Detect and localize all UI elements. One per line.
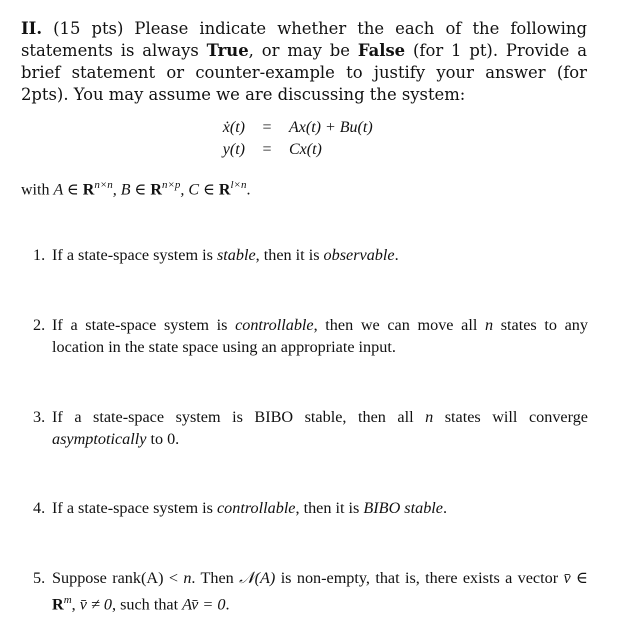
statement-number: 2. xyxy=(33,316,46,334)
statement-text xyxy=(52,314,588,358)
output-equation xyxy=(200,139,460,161)
text: states will converge xyxy=(433,408,588,426)
statement-2 xyxy=(33,314,588,358)
math-nonzero: v̄ ≠ 0 xyxy=(79,595,113,614)
problem-points: (15 pts) xyxy=(53,19,124,38)
matrix-c-sup: l×n xyxy=(230,179,247,191)
text: If a state-space system is xyxy=(52,246,217,264)
state-equation xyxy=(200,117,460,139)
text: , xyxy=(71,595,80,614)
statement-5 xyxy=(33,567,588,615)
text: states to any location in the state space using an appropriate input. xyxy=(52,316,588,356)
text: If a state-space system is BIBO stable, then all xyxy=(52,408,426,426)
text: is non-empty, that is, there exists a vector xyxy=(275,569,564,587)
math-n: n xyxy=(484,316,494,334)
reals-m: R xyxy=(52,595,64,614)
text: . xyxy=(394,246,399,264)
statement-1 xyxy=(33,244,588,266)
statement-text xyxy=(52,497,588,519)
statement-text xyxy=(52,244,588,266)
emphasis: BIBO stable xyxy=(363,499,443,517)
text: , then it is xyxy=(255,246,324,264)
matrix-b-dim: , B ∈ xyxy=(112,181,151,199)
statement-text xyxy=(52,567,588,615)
state-eq-rhs: Ax(t) + Bu(t) xyxy=(289,119,373,136)
text: , then we can move all xyxy=(313,316,485,334)
emphasis: controllable xyxy=(235,316,314,334)
output-eq-rhs: Cx(t) xyxy=(289,141,322,158)
text: If a state-space system is xyxy=(52,499,217,517)
text: . xyxy=(225,595,230,614)
math-n: n xyxy=(425,408,434,426)
matrix-c-dim: , C ∈ xyxy=(180,181,219,199)
matrix-a-sup: n×n xyxy=(94,179,113,191)
state-space-equations xyxy=(200,117,460,161)
text: . Then xyxy=(191,569,240,587)
statement-4 xyxy=(33,497,588,519)
text: If a state-space system is xyxy=(52,316,236,334)
statement-3 xyxy=(33,406,588,450)
with-end: . xyxy=(246,181,251,199)
text: , then it is xyxy=(295,499,364,517)
problem-number: II. xyxy=(21,19,43,38)
text: to 0. xyxy=(146,430,180,448)
intro-text-b: , or may be xyxy=(248,41,358,60)
statement-number: 1. xyxy=(33,246,46,264)
matrix-b-sup: n×p xyxy=(161,179,181,191)
text: Suppose rank(A) < xyxy=(52,569,184,587)
with-word: with xyxy=(21,181,54,199)
state-eq-equals: = xyxy=(262,119,272,136)
math-vector: v̄ ∈ xyxy=(563,569,588,587)
intro-text-a: Please indicate whether the each of the following statements is always xyxy=(21,19,587,60)
statement-number: 3. xyxy=(33,408,46,426)
text: , such that xyxy=(112,595,183,614)
emphasis: stable xyxy=(216,246,256,264)
output-eq-equals: = xyxy=(262,141,272,158)
intro-text-c: (for 1 pt). Provide a brief statement or counter-example to justify your answer (for 2pts). You may assume we are discussing the system: xyxy=(21,41,587,104)
emphasis: controllable xyxy=(216,499,296,517)
reals-b: R xyxy=(150,181,162,199)
emphasis: asymptotically xyxy=(52,430,147,448)
math-n: n xyxy=(183,569,192,587)
statement-number: 5. xyxy=(33,569,46,587)
false-word: False xyxy=(357,41,406,60)
reals-c: R xyxy=(218,181,231,199)
math-av-zero: Av̄ = 0 xyxy=(182,595,226,614)
statement-number: 4. xyxy=(33,499,46,517)
emphasis: observable xyxy=(323,246,395,264)
reals-a: R xyxy=(82,181,95,199)
state-eq-lhs: ẋ(t) xyxy=(222,119,245,136)
problem-intro xyxy=(21,18,587,106)
true-word: True xyxy=(206,41,249,60)
output-eq-lhs: y(t) xyxy=(222,141,245,158)
text: . xyxy=(442,499,448,517)
statement-text xyxy=(52,406,588,450)
math-nullspace: 𝒩(A) xyxy=(239,569,276,587)
matrix-a-dim: A ∈ xyxy=(53,181,83,199)
matrix-dimensions xyxy=(21,174,581,201)
reals-m-sup: m xyxy=(63,594,72,606)
